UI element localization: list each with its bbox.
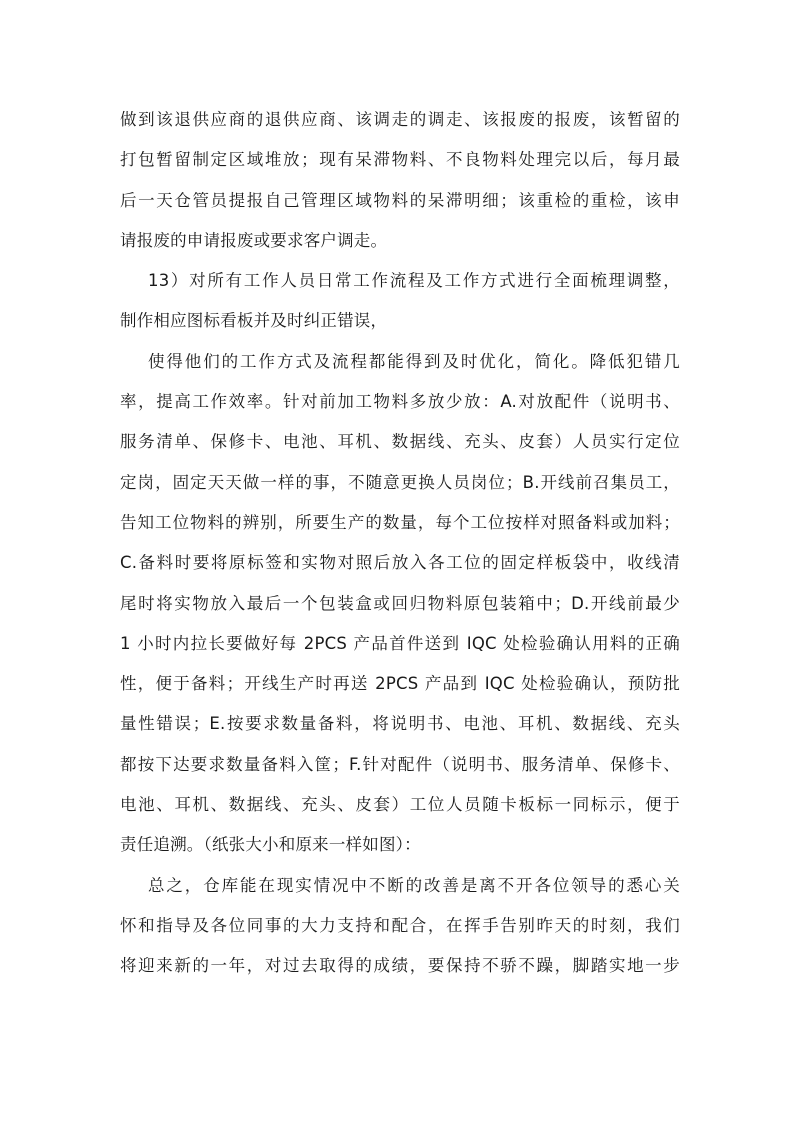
paragraph-13-start: 13）对所有工作人员日常工作流程及工作方式进行全面梳理调整， xyxy=(148,271,680,291)
text-line: 都按下达要求数量备料入筐；F.针对配件（说明书、服务清单、保修卡、 xyxy=(120,754,680,774)
text-line: 服务清单、保修卡、电池、耳机、数据线、充头、皮套）人员实行定位 xyxy=(120,432,680,452)
text-line: 责任追溯。（纸张大小和原来一样如图）： xyxy=(120,835,421,855)
text-line: 性，便于备料；开线生产时再送 2PCS 产品到 IQC 处检验确认，预防批 xyxy=(120,674,680,694)
text-line: 告知工位物料的辨别，所要生产的数量，每个工位按样对照备料或加料； xyxy=(120,512,680,532)
text-line: C.备料时要将原标签和实物对照后放入各工位的固定样板袋中，收线清 xyxy=(120,553,680,573)
text-line: 请报废的申请报废或要求客户调走。 xyxy=(120,230,388,250)
text-line: 1 小时内拉长要做好每 2PCS 产品首件送到 IQC 处检验确认用料的正确 xyxy=(120,633,680,653)
text-line: 做到该退供应商的退供应商、该调走的调走、该报废的报废，该暂留的 xyxy=(120,110,680,129)
text-line: 电池、耳机、数据线、充头、皮套）工位人员随卡板标一同标示，便于 xyxy=(120,795,680,815)
text-line: 打包暂留制定区域堆放；现有呆滞物料、不良物料处理完以后，每月最 xyxy=(120,150,680,170)
text-line: 怀和指导及各位同事的大力支持和配合，在挥手告别昨天的时刻，我们 xyxy=(120,915,680,935)
paragraph-start: 使得他们的工作方式及流程都能得到及时优化，简化。降低犯错几 xyxy=(148,351,680,371)
text-line: 制作相应图标看板并及时纠正错误， xyxy=(120,311,388,331)
text-line: 量性错误；E.按要求数量备料，将说明书、电池、耳机、数据线、充头 xyxy=(120,714,680,734)
body-text xyxy=(120,100,680,987)
text-line: 后一天仓管员提报自己管理区域物料的呆滞明细；该重检的重检，该申 xyxy=(120,190,680,210)
conclusion-paragraph-start: 总之，仓库能在现实情况中不断的改善是离不开各位领导的悉心关 xyxy=(148,875,680,895)
text-line: 将迎来新的一年，对过去取得的成绩，要保持不骄不躁，脚踏实地一步 xyxy=(120,956,680,976)
text-line: 率，提高工作效率。针对前加工物料多放少放：A.对放配件（说明书、 xyxy=(120,392,680,412)
text-line: 定岗，固定天天做一样的事，不随意更换人员岗位；B.开线前召集员工， xyxy=(120,472,680,492)
text-line: 尾时将实物放入最后一个包装盒或回归物料原包装箱中；D.开线前最少 xyxy=(120,593,680,613)
